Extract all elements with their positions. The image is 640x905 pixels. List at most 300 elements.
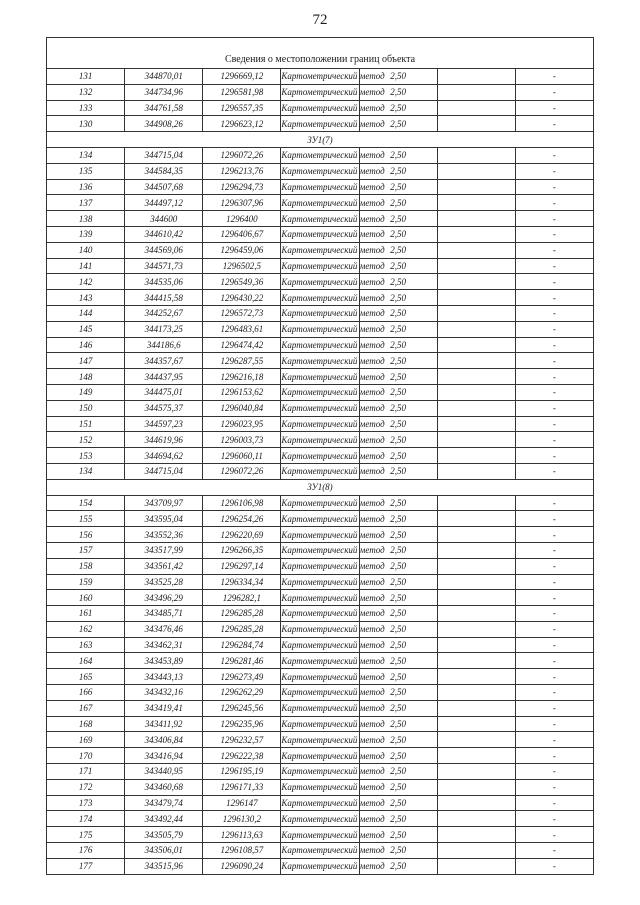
note-cell: - — [515, 637, 593, 653]
coord-y-cell: 1296213,76 — [203, 163, 281, 179]
table-row — [47, 590, 594, 606]
table-row — [47, 542, 594, 558]
coord-y-cell: 1296060,11 — [203, 448, 281, 464]
coord-y-cell: 1296262,29 — [203, 685, 281, 701]
point-number-cell: 140 — [47, 242, 125, 258]
accuracy-cell: 2,50 — [359, 495, 437, 511]
empty-cell — [437, 764, 515, 780]
point-number-cell: 156 — [47, 527, 125, 543]
table-row — [47, 305, 594, 321]
accuracy-cell: 2,50 — [359, 432, 437, 448]
coord-x-cell: 344475,01 — [125, 384, 203, 400]
note-cell: - — [515, 290, 593, 306]
coord-x-cell: 344252,67 — [125, 305, 203, 321]
point-number-cell: 149 — [47, 384, 125, 400]
empty-cell — [437, 163, 515, 179]
point-number-cell: 162 — [47, 621, 125, 637]
accuracy-cell: 2,50 — [359, 416, 437, 432]
coord-x-cell: 343506,01 — [125, 843, 203, 859]
coord-y-cell: 1296216,18 — [203, 369, 281, 385]
accuracy-cell: 2,50 — [359, 558, 437, 574]
accuracy-cell: 2,50 — [359, 274, 437, 290]
accuracy-cell: 2,50 — [359, 542, 437, 558]
coord-y-cell: 1296245,56 — [203, 700, 281, 716]
point-number-cell: 141 — [47, 258, 125, 274]
point-number-cell: 152 — [47, 432, 125, 448]
empty-cell — [437, 700, 515, 716]
coord-x-cell: 344870,01 — [125, 69, 203, 85]
point-number-cell: 169 — [47, 732, 125, 748]
note-cell: - — [515, 305, 593, 321]
coord-y-cell: 1296284,74 — [203, 637, 281, 653]
table-row — [47, 764, 594, 780]
coord-x-cell: 344619,96 — [125, 432, 203, 448]
coord-x-cell: 343595,04 — [125, 511, 203, 527]
table-row — [47, 211, 594, 227]
coord-x-cell: 343476,46 — [125, 621, 203, 637]
accuracy-cell: 2,50 — [359, 732, 437, 748]
table-row — [47, 416, 594, 432]
note-cell: - — [515, 369, 593, 385]
section-row — [47, 132, 594, 148]
point-number-cell: 170 — [47, 748, 125, 764]
note-cell: - — [515, 353, 593, 369]
accuracy-cell: 2,50 — [359, 827, 437, 843]
method-cell: Картометрический метод — [281, 621, 359, 637]
method-cell: Картометрический метод — [281, 400, 359, 416]
coord-x-cell: 343496,29 — [125, 590, 203, 606]
note-cell: - — [515, 858, 593, 874]
empty-cell — [437, 795, 515, 811]
method-cell: Картометрический метод — [281, 84, 359, 100]
accuracy-cell: 2,50 — [359, 147, 437, 163]
empty-cell — [437, 416, 515, 432]
table-row — [47, 795, 594, 811]
accuracy-cell: 2,50 — [359, 811, 437, 827]
method-cell: Картометрический метод — [281, 195, 359, 211]
note-cell: - — [515, 558, 593, 574]
point-number-cell: 137 — [47, 195, 125, 211]
method-cell: Картометрический метод — [281, 448, 359, 464]
table-row — [47, 147, 594, 163]
table-row — [47, 242, 594, 258]
coord-y-cell: 1296297,14 — [203, 558, 281, 574]
table-row — [47, 258, 594, 274]
empty-cell — [437, 274, 515, 290]
table-row — [47, 163, 594, 179]
coord-x-cell: 343440,95 — [125, 764, 203, 780]
accuracy-cell: 2,50 — [359, 353, 437, 369]
coord-y-cell: 1296266,35 — [203, 542, 281, 558]
point-number-cell: 134 — [47, 463, 125, 479]
point-number-cell: 171 — [47, 764, 125, 780]
coord-y-cell: 1296285,28 — [203, 621, 281, 637]
point-number-cell: 147 — [47, 353, 125, 369]
coord-y-cell: 1296581,98 — [203, 84, 281, 100]
accuracy-cell: 2,50 — [359, 606, 437, 622]
coord-y-cell: 1296254,26 — [203, 511, 281, 527]
table-row — [47, 653, 594, 669]
coord-x-cell: 343525,28 — [125, 574, 203, 590]
method-cell: Картометрический метод — [281, 416, 359, 432]
table-row — [47, 69, 594, 85]
empty-cell — [437, 432, 515, 448]
coord-y-cell: 1296195,19 — [203, 764, 281, 780]
coord-x-cell: 344507,68 — [125, 179, 203, 195]
coord-x-cell: 343453,89 — [125, 653, 203, 669]
table-header-row — [47, 52, 594, 69]
coord-y-cell: 1296557,35 — [203, 100, 281, 116]
coord-y-cell: 1296334,34 — [203, 574, 281, 590]
table-row — [47, 116, 594, 132]
table-row — [47, 606, 594, 622]
method-cell: Картометрический метод — [281, 337, 359, 353]
note-cell: - — [515, 416, 593, 432]
method-cell: Картометрический метод — [281, 211, 359, 227]
accuracy-cell: 2,50 — [359, 69, 437, 85]
empty-cell — [437, 669, 515, 685]
point-number-cell: 135 — [47, 163, 125, 179]
coord-x-cell: 344584,35 — [125, 163, 203, 179]
empty-cell — [437, 337, 515, 353]
note-cell: - — [515, 147, 593, 163]
accuracy-cell: 2,50 — [359, 700, 437, 716]
method-cell: Картометрический метод — [281, 274, 359, 290]
table-row — [47, 195, 594, 211]
note-cell: - — [515, 463, 593, 479]
method-cell: Картометрический метод — [281, 432, 359, 448]
note-cell: - — [515, 542, 593, 558]
coord-y-cell: 1296285,28 — [203, 606, 281, 622]
note-cell: - — [515, 795, 593, 811]
method-cell: Картометрический метод — [281, 384, 359, 400]
empty-cell — [437, 558, 515, 574]
point-number-cell: 132 — [47, 84, 125, 100]
method-cell: Картометрический метод — [281, 495, 359, 511]
method-cell: Картометрический метод — [281, 764, 359, 780]
accuracy-cell: 2,50 — [359, 779, 437, 795]
method-cell: Картометрический метод — [281, 321, 359, 337]
accuracy-cell: 2,50 — [359, 858, 437, 874]
coord-x-cell: 344715,04 — [125, 147, 203, 163]
coord-x-cell: 343492,44 — [125, 811, 203, 827]
coord-x-cell: 344908,26 — [125, 116, 203, 132]
method-cell: Картометрический метод — [281, 226, 359, 242]
method-cell: Картометрический метод — [281, 290, 359, 306]
table-row — [47, 574, 594, 590]
coord-x-cell: 344734,96 — [125, 84, 203, 100]
coord-x-cell: 343561,42 — [125, 558, 203, 574]
table-title: Сведения о местоположении границ объекта — [47, 52, 594, 69]
empty-cell — [437, 448, 515, 464]
accuracy-cell: 2,50 — [359, 179, 437, 195]
table-row — [47, 274, 594, 290]
coord-y-cell: 1296483,61 — [203, 321, 281, 337]
point-number-cell: 144 — [47, 305, 125, 321]
coord-y-cell: 1296232,57 — [203, 732, 281, 748]
method-cell: Картометрический метод — [281, 685, 359, 701]
note-cell: - — [515, 621, 593, 637]
accuracy-cell: 2,50 — [359, 195, 437, 211]
point-number-cell: 136 — [47, 179, 125, 195]
empty-cell — [437, 732, 515, 748]
note-cell: - — [515, 432, 593, 448]
empty-cell — [437, 637, 515, 653]
point-number-cell: 146 — [47, 337, 125, 353]
note-cell: - — [515, 669, 593, 685]
accuracy-cell: 2,50 — [359, 242, 437, 258]
coord-y-cell: 1296171,33 — [203, 779, 281, 795]
table-row — [47, 290, 594, 306]
accuracy-cell: 2,50 — [359, 116, 437, 132]
empty-cell — [437, 384, 515, 400]
note-cell: - — [515, 748, 593, 764]
empty-cell — [437, 463, 515, 479]
table-row — [47, 716, 594, 732]
point-number-cell: 172 — [47, 779, 125, 795]
coord-x-cell: 344571,73 — [125, 258, 203, 274]
note-cell: - — [515, 700, 593, 716]
table-row — [47, 511, 594, 527]
coord-x-cell: 344610,42 — [125, 226, 203, 242]
point-number-cell: 167 — [47, 700, 125, 716]
note-cell: - — [515, 495, 593, 511]
point-number-cell: 155 — [47, 511, 125, 527]
coord-x-cell: 344569,06 — [125, 242, 203, 258]
method-cell: Картометрический метод — [281, 669, 359, 685]
empty-cell — [437, 606, 515, 622]
note-cell: - — [515, 400, 593, 416]
coord-x-cell: 344575,37 — [125, 400, 203, 416]
point-number-cell: 148 — [47, 369, 125, 385]
empty-cell — [437, 858, 515, 874]
method-cell: Картометрический метод — [281, 258, 359, 274]
coord-x-cell: 344761,58 — [125, 100, 203, 116]
empty-cell — [437, 321, 515, 337]
table-row — [47, 84, 594, 100]
accuracy-cell: 2,50 — [359, 764, 437, 780]
empty-cell — [437, 305, 515, 321]
method-cell: Картометрический метод — [281, 716, 359, 732]
empty-cell — [437, 226, 515, 242]
method-cell: Картометрический метод — [281, 558, 359, 574]
table-row — [47, 463, 594, 479]
coord-y-cell: 1296281,46 — [203, 653, 281, 669]
table-row — [47, 369, 594, 385]
empty-cell — [437, 621, 515, 637]
method-cell: Картометрический метод — [281, 463, 359, 479]
section-label: ЗУ1(7) — [47, 132, 594, 148]
point-number-cell: 175 — [47, 827, 125, 843]
empty-cell — [437, 527, 515, 543]
method-cell: Картометрический метод — [281, 511, 359, 527]
empty-cell — [437, 827, 515, 843]
table-row — [47, 321, 594, 337]
empty-cell — [437, 195, 515, 211]
coord-x-cell: 343432,16 — [125, 685, 203, 701]
empty-cell — [437, 290, 515, 306]
accuracy-cell: 2,50 — [359, 369, 437, 385]
empty-cell — [437, 353, 515, 369]
empty-cell — [437, 116, 515, 132]
coord-y-cell: 1296406,67 — [203, 226, 281, 242]
table-row — [47, 495, 594, 511]
point-number-cell: 150 — [47, 400, 125, 416]
note-cell: - — [515, 527, 593, 543]
accuracy-cell: 2,50 — [359, 685, 437, 701]
empty-cell — [437, 511, 515, 527]
note-cell: - — [515, 606, 593, 622]
point-number-cell: 157 — [47, 542, 125, 558]
table-row — [47, 748, 594, 764]
coord-x-cell: 344715,04 — [125, 463, 203, 479]
accuracy-cell: 2,50 — [359, 226, 437, 242]
coord-x-cell: 343552,36 — [125, 527, 203, 543]
coord-y-cell: 1296220,69 — [203, 527, 281, 543]
method-cell: Картометрический метод — [281, 606, 359, 622]
table-row — [47, 621, 594, 637]
accuracy-cell: 2,50 — [359, 321, 437, 337]
note-cell: - — [515, 590, 593, 606]
table-row — [47, 448, 594, 464]
coord-y-cell: 1296430,22 — [203, 290, 281, 306]
empty-cell — [437, 685, 515, 701]
coord-y-cell: 1296287,55 — [203, 353, 281, 369]
point-number-cell: 153 — [47, 448, 125, 464]
empty-cell — [437, 748, 515, 764]
table-row — [47, 384, 594, 400]
coord-y-cell: 1296072,26 — [203, 463, 281, 479]
coord-y-cell: 1296623,12 — [203, 116, 281, 132]
coord-x-cell: 344535,06 — [125, 274, 203, 290]
coord-x-cell: 343517,99 — [125, 542, 203, 558]
accuracy-cell: 2,50 — [359, 211, 437, 227]
note-cell: - — [515, 574, 593, 590]
accuracy-cell: 2,50 — [359, 163, 437, 179]
coord-x-cell: 343419,41 — [125, 700, 203, 716]
empty-cell — [437, 369, 515, 385]
coord-y-cell: 1296040,84 — [203, 400, 281, 416]
accuracy-cell: 2,50 — [359, 448, 437, 464]
page-number: 72 — [312, 12, 328, 28]
point-number-cell: 143 — [47, 290, 125, 306]
table-row — [47, 843, 594, 859]
note-cell: - — [515, 653, 593, 669]
table-row — [47, 700, 594, 716]
point-number-cell: 174 — [47, 811, 125, 827]
point-number-cell: 138 — [47, 211, 125, 227]
note-cell: - — [515, 242, 593, 258]
note-cell: - — [515, 384, 593, 400]
coord-x-cell: 344694,62 — [125, 448, 203, 464]
note-cell: - — [515, 116, 593, 132]
point-number-cell: 145 — [47, 321, 125, 337]
point-number-cell: 134 — [47, 147, 125, 163]
coord-y-cell: 1296459,06 — [203, 242, 281, 258]
point-number-cell: 173 — [47, 795, 125, 811]
method-cell: Картометрический метод — [281, 637, 359, 653]
method-cell: Картометрический метод — [281, 353, 359, 369]
method-cell: Картометрический метод — [281, 795, 359, 811]
empty-cell — [437, 495, 515, 511]
note-cell: - — [515, 448, 593, 464]
table-row — [47, 400, 594, 416]
note-cell: - — [515, 811, 593, 827]
coord-x-cell: 343462,31 — [125, 637, 203, 653]
coord-x-cell: 343709,97 — [125, 495, 203, 511]
note-cell: - — [515, 732, 593, 748]
note-cell: - — [515, 764, 593, 780]
accuracy-cell: 2,50 — [359, 843, 437, 859]
accuracy-cell: 2,50 — [359, 84, 437, 100]
coord-y-cell: 1296307,96 — [203, 195, 281, 211]
empty-cell — [437, 811, 515, 827]
table-row — [47, 732, 594, 748]
accuracy-cell: 2,50 — [359, 716, 437, 732]
point-number-cell: 163 — [47, 637, 125, 653]
accuracy-cell: 2,50 — [359, 621, 437, 637]
coord-y-cell: 1296153,62 — [203, 384, 281, 400]
coord-y-cell: 1296549,36 — [203, 274, 281, 290]
empty-cell — [437, 843, 515, 859]
table-row — [47, 558, 594, 574]
point-number-cell: 164 — [47, 653, 125, 669]
empty-cell — [437, 258, 515, 274]
method-cell: Картометрический метод — [281, 590, 359, 606]
coord-x-cell: 344437,95 — [125, 369, 203, 385]
coord-y-cell: 1296003,73 — [203, 432, 281, 448]
empty-cell — [437, 400, 515, 416]
point-number-cell: 158 — [47, 558, 125, 574]
note-cell: - — [515, 827, 593, 843]
point-number-cell: 177 — [47, 858, 125, 874]
accuracy-cell: 2,50 — [359, 748, 437, 764]
method-cell: Картометрический метод — [281, 305, 359, 321]
point-number-cell: 166 — [47, 685, 125, 701]
table-row — [47, 811, 594, 827]
accuracy-cell: 2,50 — [359, 100, 437, 116]
point-number-cell: 133 — [47, 100, 125, 116]
accuracy-cell: 2,50 — [359, 637, 437, 653]
coord-y-cell: 1296113,63 — [203, 827, 281, 843]
coord-y-cell: 1296235,96 — [203, 716, 281, 732]
empty-cell — [437, 84, 515, 100]
point-number-cell: 159 — [47, 574, 125, 590]
method-cell: Картометрический метод — [281, 69, 359, 85]
note-cell: - — [515, 685, 593, 701]
table-row — [47, 179, 594, 195]
note-cell: - — [515, 69, 593, 85]
point-number-cell: 165 — [47, 669, 125, 685]
boundary-table — [46, 37, 594, 875]
note-cell: - — [515, 274, 593, 290]
table-row — [47, 100, 594, 116]
note-cell: - — [515, 843, 593, 859]
note-cell: - — [515, 779, 593, 795]
note-cell: - — [515, 100, 593, 116]
point-number-cell: 151 — [47, 416, 125, 432]
empty-cell — [437, 179, 515, 195]
accuracy-cell: 2,50 — [359, 337, 437, 353]
table-row — [47, 432, 594, 448]
table-row — [47, 226, 594, 242]
method-cell: Картометрический метод — [281, 574, 359, 590]
coord-y-cell: 1296294,73 — [203, 179, 281, 195]
table-row — [47, 827, 594, 843]
method-cell: Картометрический метод — [281, 100, 359, 116]
coord-x-cell: 344173,25 — [125, 321, 203, 337]
coord-y-cell: 1296108,57 — [203, 843, 281, 859]
